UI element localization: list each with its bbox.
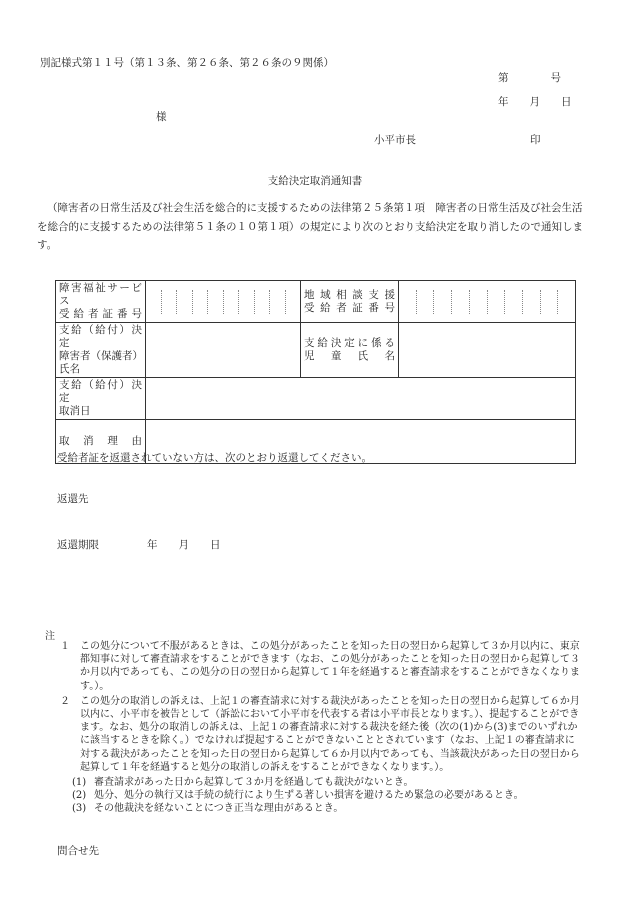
info-table bbox=[55, 280, 576, 464]
inquiry-label: 問合せ先 bbox=[57, 845, 99, 857]
document-number-label: 第 号 bbox=[498, 72, 561, 84]
addressee-suffix: 様 bbox=[156, 111, 167, 123]
document-date-label: 年 月 日 bbox=[498, 96, 572, 108]
service-cert-label: 障害福祉サービス 受給者証番号 bbox=[56, 281, 146, 323]
return-deadline-date: 年 月 日 bbox=[147, 539, 221, 551]
recipient-name-field[interactable] bbox=[146, 323, 301, 378]
cancel-reason-label: 取 消 理 由 bbox=[56, 420, 146, 464]
form-reference: 別記様式第１１号（第１３条、第２６条、第２６条の９関係） bbox=[40, 57, 334, 69]
issuer-name: 小平市長 bbox=[374, 134, 416, 146]
return-to-label: 返還先 bbox=[57, 493, 89, 505]
cancel-date-label: 支給（給付）決定 取消日 bbox=[56, 378, 146, 420]
return-notice: 受給者証を返還されていない方は、次のとおり返還してください。 bbox=[57, 452, 372, 464]
sub-note-item: (1) 審査請求があった日から起算して３か月を経過しても裁決がないとき。 bbox=[72, 777, 414, 789]
child-name-label: 支給決定に係る 児 童 氏 名 bbox=[301, 323, 399, 378]
table-row bbox=[56, 323, 576, 378]
document-title: 支給決定取消通知書 bbox=[267, 175, 363, 187]
recipient-name-label: 支給（給付）決定 障害者（保護者） 氏名 bbox=[56, 323, 146, 378]
intro-paragraph: （障害者の日常生活及び社会生活を総合的に支援するための法律第２５条第１項 障害者の日常生活及び社会生活を総合的に支援するための法律第５１条の１０第１項）の規定により次のとおり支給決定を取り消したので通知します。 bbox=[37, 202, 583, 251]
notes-list bbox=[60, 640, 580, 816]
consult-cert-number-field[interactable] bbox=[399, 281, 576, 323]
table-row bbox=[56, 378, 576, 420]
service-cert-number-field[interactable] bbox=[146, 281, 301, 323]
sub-note-item: (3) その他裁決を経ないことにつき正当な理由があるとき。 bbox=[72, 803, 344, 815]
notes-heading: 注 bbox=[45, 631, 55, 642]
note-item: １ この処分について不服があるときは、この処分があったことを知った日の翌日から起算して３か月以内に、東京都知事に対して審査請求をすることができます（なお、この処分があったことを知った日の翌日から起算して３か月以内であっても、この処分の日の翌日から起算して１年を経過すると審査請求をすることができなくなります。）。 bbox=[60, 641, 580, 692]
sub-note-item: (2) 処分、処分の執行又は手続の続行により生ずる著しい損害を避けるため緊急の必要があるとき。 bbox=[72, 790, 524, 802]
table-row bbox=[56, 281, 576, 323]
seal-mark: 印 bbox=[530, 134, 541, 146]
return-deadline-label: 返還期限 bbox=[57, 539, 99, 551]
note-item: ２ この処分の取消しの訴えは、上記１の審査請求に対する裁決があったことを知った日の翌日から起算して６か月以内に、小平市を被告として（訴訟において小平市を代表する者は小平市長となります。）、提起することができます。なお、処分の取消しの訴えは、上記１の審査請求に対する裁決を経た後（次の(1)から(3)までのいずれかに該当するときを除く。）でなければ提起することができないこととされています（なお、上記１の審査請求に対する裁決があったことを知った日の翌日から起算して６か月以内であっても、当該裁決があった日の翌日から起算して１年を経過すると処分の取消しの訴えをすることができなくなります。）。 bbox=[60, 695, 580, 773]
cancel-date-field[interactable] bbox=[146, 378, 576, 420]
child-name-field[interactable] bbox=[399, 323, 576, 378]
consult-cert-label: 地域相談支援 受給者証番号 bbox=[301, 281, 399, 323]
